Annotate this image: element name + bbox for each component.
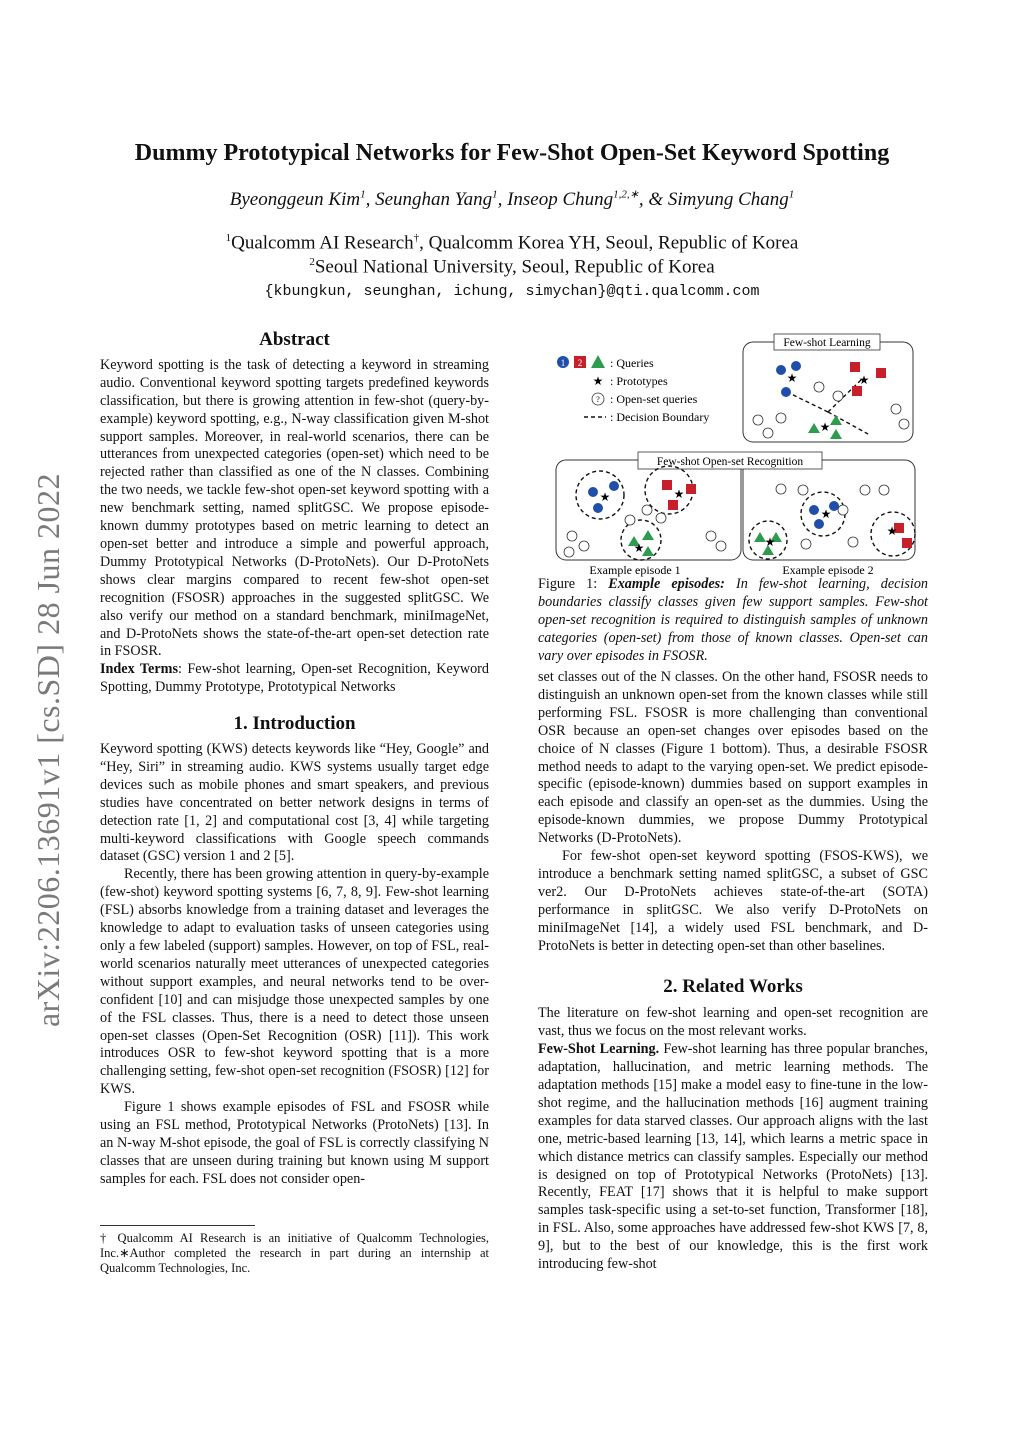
affiliation-2: $^2$Seoul National University, Seoul, Republic of Korea xyxy=(309,256,715,278)
related-works-heading: 2. Related Works xyxy=(663,975,803,997)
right-column xyxy=(538,669,928,1274)
figure-caption: Figure 1: Example episodes: In few-shot learning, decision boundaries classify classes given few support samples. Few-shot open-set recognition is required to distinguish samples of unknown categories (open-set) from those of known classes. Open-set can vary over episodes in FSOSR. xyxy=(538,576,929,664)
abstract-text: Keyword spotting is the task of detecting a keyword in streaming audio. Conventional keyword spotting targets predefined keywords classification, but there is growing attention in few-shot (query-by-example) keyword spotting, e.g., N-way classification given M-shot support samples. Moreover, in real-world scenarios, there can be utterances from unexpected categories (open-set) which need to be rejected rather than classified as one of the N classes. Combining the two needs, we tackle few-shot open-set keyword spotting with a new benchmark setting, named splitGSC. We propose episode-known dummy prototypes based on metric learning to detect an open-set better and introduce a simple and powerful approach, Dummy Prototypical Networks (D-ProtoNets). Our D-ProtoNets shows clear margins compared to recent few-shot open-set recognition (FSOSR) approaches in the suggested splitGSC. We also verify our method on a standard benchmark, miniImageNet, and D-ProtoNets shows the state-of-the-art open-set detection rate in FSOSR. xyxy=(100,356,489,660)
paper-title: Dummy Prototypical Networks for Few-Shot Open-Set Keyword Spotting xyxy=(134,140,890,166)
author-4: Simyung Chang$^1$ xyxy=(667,189,795,211)
svg-text:2: 2 xyxy=(577,358,583,368)
svg-text:★: ★ xyxy=(599,490,611,504)
abstract-heading: Abstract xyxy=(259,329,330,350)
fsl-label: Few-shot Learning xyxy=(783,337,871,349)
author-1: Byeonggeun Kim$^1$, xyxy=(229,189,376,211)
index-terms: Index Terms: Few-shot learning, Open-set Recognition, Keyword Spotting, Dummy Prototype, Prototypical Networks xyxy=(100,661,489,696)
query-green-icon xyxy=(591,355,605,368)
legend-openset: : Open-set queries xyxy=(610,392,698,406)
svg-text:★: ★ xyxy=(819,420,831,434)
fsl-panel xyxy=(743,334,913,442)
intro-paragraph-1: Keyword spotting (KWS) detects keywords like “Hey, Google” and “Hey, Siri” in streaming audio. KWS systems usually target edge devices such as mobile phones and smart speakers, and previous studies have concentrated on better network designs in terms of detection rate [1, 2] and computational cost [3, 4] while targeting multi-keyword classifications with Google speech commands dataset (GSC) version 1 and 2 [5]. xyxy=(100,741,489,865)
left-column xyxy=(100,331,489,1189)
svg-text:★: ★ xyxy=(858,373,870,387)
arxiv-side-label: arXiv:2206.13691v1 [cs.SD] 28 Jun 2022 xyxy=(30,472,66,1028)
author-2: Seunghan Yang$^1$, xyxy=(375,189,508,211)
email-line: {kbungkun, seunghan, ichung, simychan}@qti.qualcomm.com xyxy=(264,283,760,300)
fsosr-label: Few-shot Open-set Recognition xyxy=(656,456,804,468)
svg-text:1: 1 xyxy=(560,358,566,368)
svg-text:★: ★ xyxy=(820,507,832,521)
figure-1 xyxy=(538,332,928,578)
svg-text:★: ★ xyxy=(633,541,645,555)
footnote-rule xyxy=(100,1225,255,1226)
right-paragraph-2: For few-shot open-set keyword spotting (FSOS-KWS), we introduce a benchmark setting named splitGSC, a subset of GSC ver2. Our D-ProtoNets achieves state-of-the-art (SOTA) performance in splitGSC. We also verify D-ProtoNets on miniImageNet [14], a widely used FSL benchmark, and D-ProtoNets is better in detecting open-set than other baselines. xyxy=(538,848,928,954)
prototype-star-icon: ★ xyxy=(592,374,604,388)
footnote: † Qualcomm AI Research is an initiative of Qualcomm Technologies, Inc.∗Author completed the research in part during an internship at Qualcomm Technologies, Inc. xyxy=(100,1231,489,1275)
right-paragraph-1: set classes out of the N classes. On the other hand, FSOSR needs to distinguish an unknown open-set from the known classes while still performing FSL. FSOSR is more challenging than conventional OSR because an open-set changes over episodes based on the choice of N classes (Figure 1 bottom). Thus, a desirable FSOSR method needs to adapt to the varying open-set. We predict episode-specific (episode-known) dummies based on support examples in each episode and classify an open-set as the dummies. Using the episode-known dummies, we propose Dummy Prototypical Networks (D-ProtoNets). xyxy=(538,669,928,847)
intro-paragraph-2: Recently, there has been growing attention in query-by-example (few-shot) keyword spotting systems [6, 7, 8, 9]. Few-shot learning (FSL) absorbs knowledge from a training dataset and leverages the knowledge to adapt to evaluation tasks of unseen categories using only a few labeled (support) samples. However, on top of FSL, real-world scenarios naturally meet utterances of unexpected categories without support examples, and neural networks tend to be over-confident [10] and can misjudge those unexpected samples by one of the FSL classes. Thus, there is a need to detect those unseen open-set classes (Open-Set Recognition (OSR) [11]). This work introduces OSR to few-shot keyword spotting that is a more challenging setting, few-shot open-set recognition (FSOSR) [12] for KWS. xyxy=(100,866,489,1098)
svg-text:?: ? xyxy=(596,395,600,404)
episode-2-label: Example episode 2 xyxy=(782,563,874,577)
affiliation-1: $^1$Qualcomm AI Research†, Qualcomm Korea YH, Seoul, Republic of Korea xyxy=(225,232,799,254)
svg-text:★: ★ xyxy=(786,371,798,385)
legend-prototypes: : Prototypes xyxy=(610,374,668,388)
legend-queries: : Queries xyxy=(610,356,654,370)
author-3: Inseop Chung$^{1,2,∗}$, & xyxy=(507,189,668,211)
svg-text:★: ★ xyxy=(764,535,776,549)
figure-legend xyxy=(557,355,709,424)
related-intro: The literature on few-shot learning and open-set recognition are vast, thus we focus on the most relevant works. xyxy=(538,1005,928,1040)
fsosr-panel xyxy=(556,452,915,577)
intro-paragraph-3: Figure 1 shows example episodes of FSL and FSOSR while using an FSL method, Prototypical Networks (ProtoNets) [13]. In an N-way M-shot episode, the goal of FSL is correctly classifying N classes that are unseen during training but known using M support samples for each. FSL does not consider open- xyxy=(100,1099,489,1187)
legend-boundary: : Decision Boundary xyxy=(610,410,710,424)
author-list xyxy=(0,188,1024,211)
episode-1-label: Example episode 1 xyxy=(589,563,681,577)
fsl-paragraph: Few-Shot Learning. Few-shot learning has three popular branches, adaptation, hallucination, and metric learning methods. The adaptation methods [15] make a model easy to fine-tune in the low-shot regime, and the hallucination methods [16] augment training examples for data starved classes. Our approach aligns with the last one, metric-based learning [13, 14], which learns a metric space in which distance metrics can classify samples. Especially our method is designed on top of Prototypical Networks (ProtoNets) [13]. Recently, FEAT [17] shows that it is helpful to make support samples task-specific using a set-to-set function, Transformer [18], in FSL. Also, some approaches have addressed few-shot KWS [7, 8, 9], but to the best of our knowledge, this is the first work introducing few-shot xyxy=(538,1041,928,1273)
intro-heading: 1. Introduction xyxy=(233,713,356,735)
svg-text:★: ★ xyxy=(673,487,685,501)
svg-text:★: ★ xyxy=(886,524,898,538)
